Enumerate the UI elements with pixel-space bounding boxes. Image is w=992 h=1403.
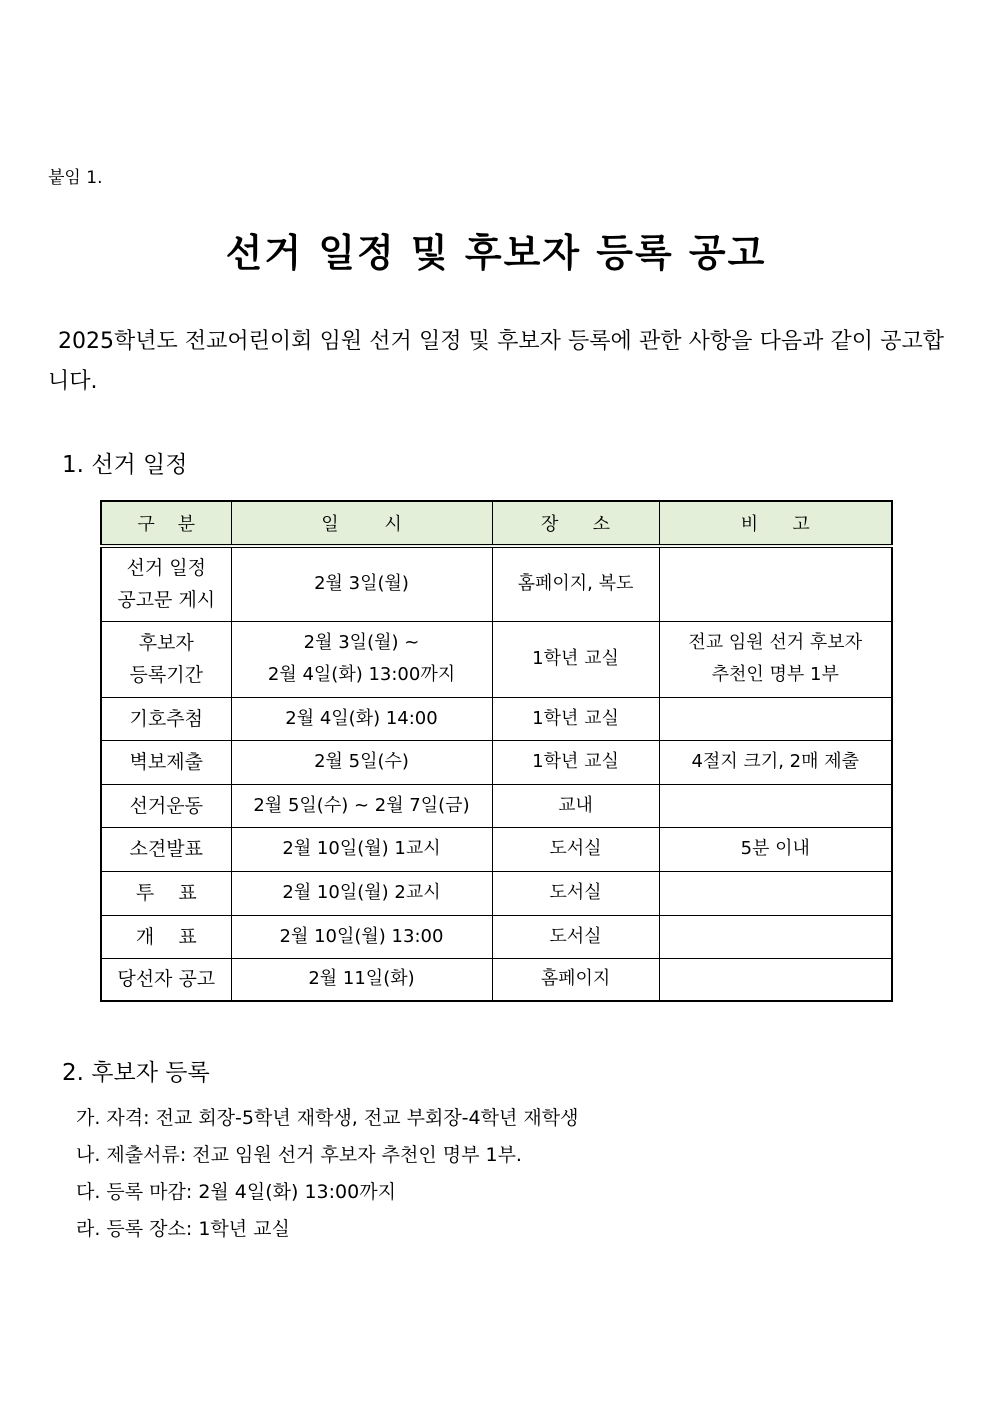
category-cell: 기호추첨 xyxy=(101,697,231,740)
table-row xyxy=(101,740,892,784)
column-header: 장 소 xyxy=(492,501,659,546)
category-cell: 개 표 xyxy=(101,915,231,958)
category-cell: 소견발표 xyxy=(101,827,231,871)
list-item: 라. 등록 장소: 1학년 교실 xyxy=(76,1218,290,1240)
table-row xyxy=(101,958,892,1001)
note-cell xyxy=(659,871,892,915)
note-cell: 전교 임원 선거 후보자 추천인 명부 1부 xyxy=(659,621,892,697)
place-cell: 도서실 xyxy=(492,871,659,915)
category-cell: 벽보제출 xyxy=(101,740,231,784)
section-heading-schedule: 1. 선거 일정 xyxy=(62,452,188,478)
place-cell: 1학년 교실 xyxy=(492,621,659,697)
election-schedule-table xyxy=(100,500,893,1002)
list-item: 나. 제출서류: 전교 임원 선거 후보자 추천인 명부 1부. xyxy=(76,1144,522,1166)
place-cell: 홈페이지, 복도 xyxy=(492,546,659,621)
table-row xyxy=(101,697,892,740)
datetime-cell: 2월 11일(화) xyxy=(231,958,492,1001)
list-item: 가. 자격: 전교 회장-5학년 재학생, 전교 부회장-4학년 재학생 xyxy=(76,1107,579,1129)
datetime-cell: 2월 10일(월) 2교시 xyxy=(231,871,492,915)
note-cell: 5분 이내 xyxy=(659,827,892,871)
table-header-row xyxy=(101,501,892,546)
datetime-cell: 2월 3일(월) ~ 2월 4일(화) 13:00까지 xyxy=(231,621,492,697)
table-row xyxy=(101,621,892,697)
page-title: 선거 일정 및 후보자 등록 공고 xyxy=(225,231,767,275)
datetime-cell: 2월 4일(화) 14:00 xyxy=(231,697,492,740)
place-cell: 교내 xyxy=(492,784,659,827)
place-cell: 도서실 xyxy=(492,827,659,871)
list-item: 다. 등록 마감: 2월 4일(화) 13:00까지 xyxy=(76,1181,396,1203)
datetime-cell: 2월 3일(월) xyxy=(231,546,492,621)
note-cell xyxy=(659,697,892,740)
table-row xyxy=(101,546,892,621)
datetime-cell: 2월 5일(수) ~ 2월 7일(금) xyxy=(231,784,492,827)
column-header: 일 시 xyxy=(231,501,492,546)
attachment-label: 붙임 1. xyxy=(48,168,103,188)
datetime-cell: 2월 10일(월) 1교시 xyxy=(231,827,492,871)
place-cell: 1학년 교실 xyxy=(492,740,659,784)
category-cell: 투 표 xyxy=(101,871,231,915)
place-cell: 1학년 교실 xyxy=(492,697,659,740)
note-cell: 4절지 크기, 2매 제출 xyxy=(659,740,892,784)
place-cell: 홈페이지 xyxy=(492,958,659,1001)
table-row xyxy=(101,827,892,871)
category-cell: 당선자 공고 xyxy=(101,958,231,1001)
note-cell xyxy=(659,915,892,958)
note-cell xyxy=(659,784,892,827)
table-row xyxy=(101,915,892,958)
column-header: 구 분 xyxy=(101,501,231,546)
category-cell: 선거운동 xyxy=(101,784,231,827)
category-cell: 후보자 등록기간 xyxy=(101,621,231,697)
datetime-cell: 2월 5일(수) xyxy=(231,740,492,784)
section-heading-registration: 2. 후보자 등록 xyxy=(62,1060,210,1086)
place-cell: 도서실 xyxy=(492,915,659,958)
registration-list xyxy=(76,1100,578,1248)
note-cell xyxy=(659,958,892,1001)
intro-paragraph: 2025학년도 전교어린이회 임원 선거 일정 및 후보자 등록에 관한 사항을 다음과 같이 공고합니다. xyxy=(48,329,944,394)
category-cell: 선거 일정 공고문 게시 xyxy=(101,546,231,621)
datetime-cell: 2월 10일(월) 13:00 xyxy=(231,915,492,958)
column-header: 비 고 xyxy=(659,501,892,546)
note-cell xyxy=(659,546,892,621)
table-row xyxy=(101,871,892,915)
table-row xyxy=(101,784,892,827)
